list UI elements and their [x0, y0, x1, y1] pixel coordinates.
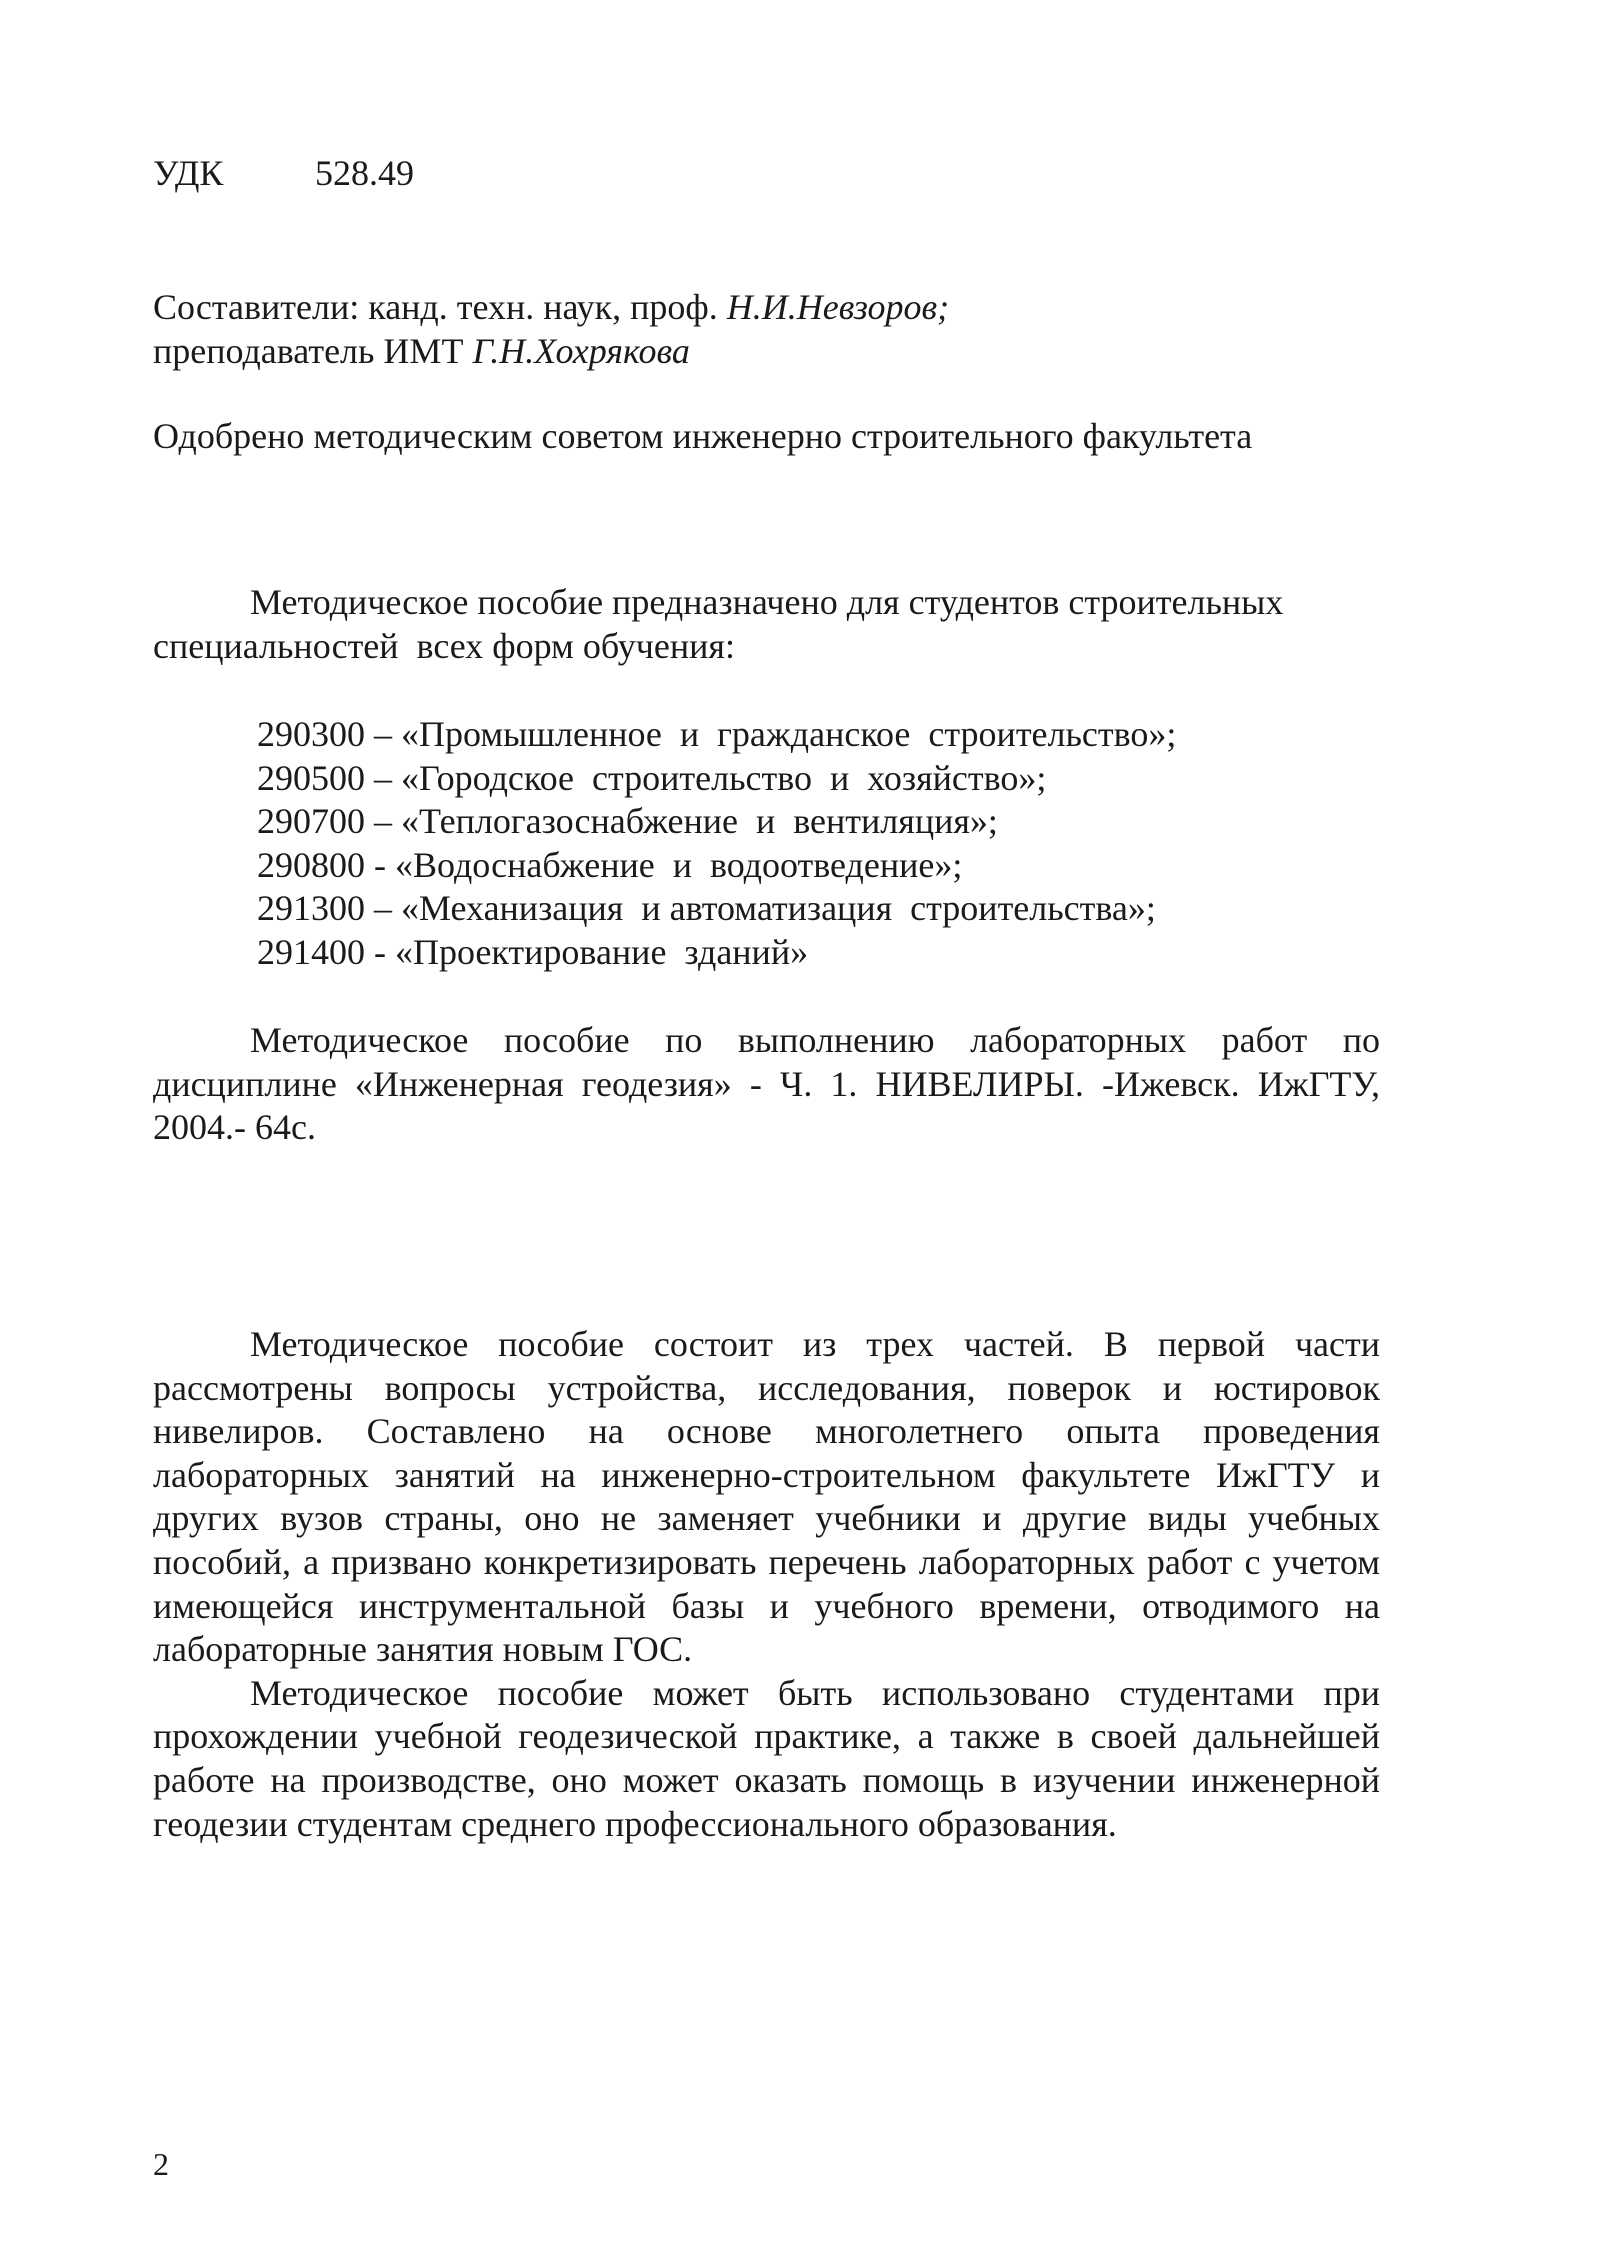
description-paragraph-1: Методическое пособие состоит из трех частей. В первой части рассмотрены вопросы устройства, исследования, поверок и юстировок нивелиров. Составлено на основе многолетнего опыта проведения лабораторных занятий на инженерно-строительном факультете ИжГТУ и других вузов страны, оно не заменяет учебники и другие виды учебных пособий, а призвано конкретизировать перечень лабораторных работ с учетом имеющейся инструментальной базы и учебного времени, отводимого на лабораторные занятия новым ГОС. — [153, 1324, 1380, 1670]
authors-line-2 — [153, 330, 1380, 374]
page-number: 2 — [153, 2146, 169, 2182]
authors-line-1-prefix: Составители: канд. техн. наук, проф. — [153, 287, 727, 327]
citation-text: Методическое пособие по выполнению лабораторных работ по дисциплине «Инженерная геодезия» - Ч. 1. НИВЕЛИРЫ. -Ижевск. ИжГТУ, 2004.- 64с. — [153, 1020, 1380, 1148]
approval-note: Одобрено методическим советом инженерно строительного факультета — [153, 416, 1253, 456]
specialty-item: 290300 – «Промышленное и гражданское строительство»; — [257, 714, 1177, 754]
specialty-item: 291300 – «Механизация и автоматизация строительства»; — [257, 888, 1156, 929]
authors-line-2-prefix: преподаватель ИМТ — [153, 330, 473, 371]
authors-line-1 — [153, 286, 1380, 330]
intro-paragraph — [153, 581, 1380, 668]
specialty-item: 290700 – «Теплогазоснабжение и вентиляция»; — [257, 801, 998, 842]
author-name-1: Н.И.Невзоров; — [726, 287, 950, 327]
specialty-item: 290800 - «Водоснабжение и водоотведение»; — [257, 844, 963, 885]
udk-label: УДК — [153, 153, 224, 193]
specialty-item: 290500 – «Городское строительство и хозяйство»; — [257, 757, 1047, 798]
udk-line — [153, 152, 1380, 196]
udk-code: 528.49 — [315, 153, 414, 193]
specialty-list — [257, 713, 1357, 975]
bibliographic-citation — [153, 1019, 1380, 1150]
author-name-2: Г.Н.Хохрякова — [472, 330, 690, 371]
authors-block — [153, 286, 1380, 373]
description-paragraph-2: Методическое пособие может быть использовано студентами при прохождении учебной геодезической практике, а также в своей дальнейшей работе на производстве, оно может оказать помощь в изучении инженерной геодезии студентам среднего профессионального образования. — [153, 1672, 1380, 1844]
intro-line-1: Методическое пособие предназначено для студентов строительных — [250, 582, 1284, 622]
description-block — [153, 1323, 1380, 1846]
specialty-item: 291400 - «Проектирование зданий» — [257, 931, 809, 972]
intro-line-2: специальностей всех форм обучения: — [153, 625, 735, 666]
